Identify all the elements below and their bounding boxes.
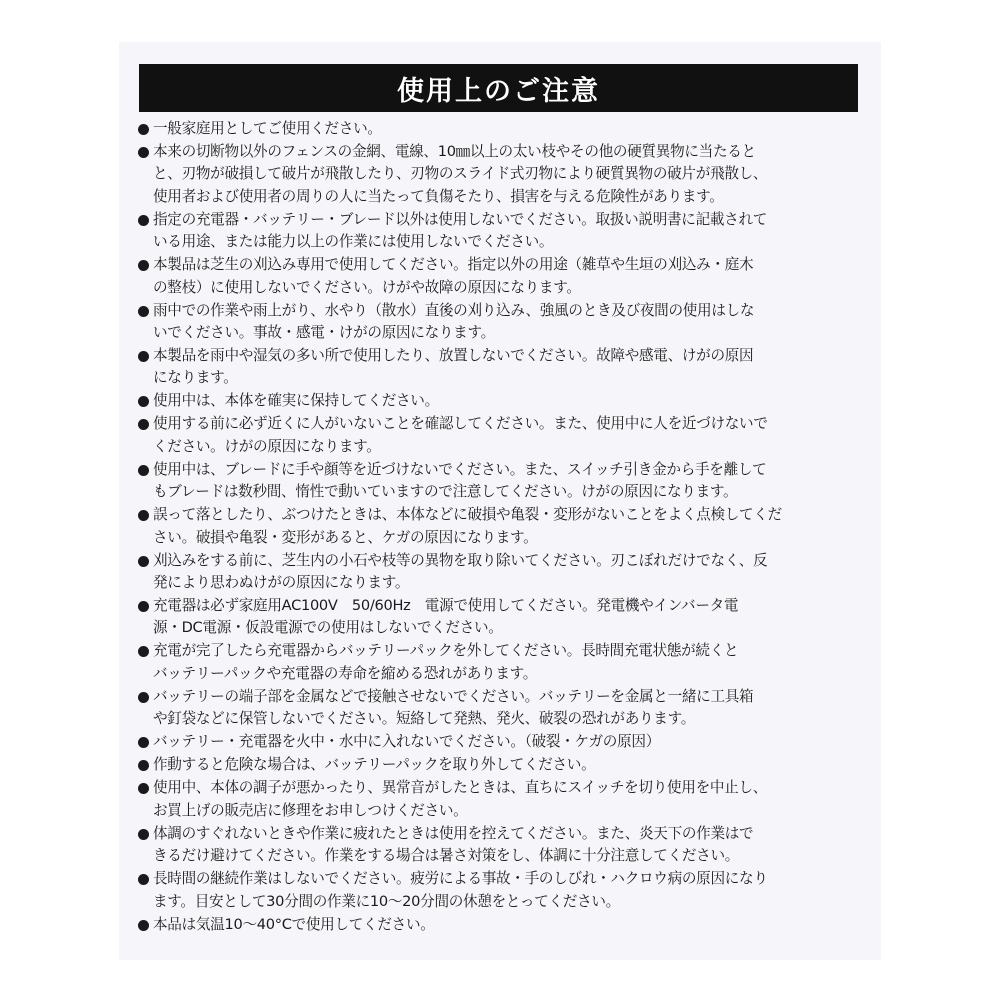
notice-text-line: 使用中は、本体を確実に保持してください。: [153, 392, 439, 410]
bullet-icon: [138, 351, 149, 362]
bullet-icon: [138, 419, 149, 430]
notice-item: [136, 209, 864, 254]
notice-text-line: 本品は気温10〜40°Cで使用してください。: [153, 915, 435, 933]
notice-item: [136, 390, 864, 412]
bullet-icon: [138, 396, 149, 407]
bullet-icon: [138, 215, 149, 226]
notice-text-line: 指定の充電器・バッテリー・ブレード以外は使用しないでください。取扱い説明書に記載されて: [153, 210, 768, 228]
notice-item: [136, 118, 864, 140]
notice-text-line: 源・DC電源・仮設電源での使用はしないでください。: [153, 619, 503, 637]
notice-text-line: 作動すると危険な場合は、バッテリーパックを取り外してください。: [153, 756, 596, 774]
notice-text-line: と、刃物が破損して破片が飛散したり、刃物のスライド式刃物により硬質異物の破片が飛散し、: [153, 165, 768, 183]
bullet-icon: [138, 874, 149, 885]
bullet-icon: [138, 556, 149, 567]
notice-text-line: 使用する前に必ず近くに人がいないことを確認してください。また、使用中に人を近づけないで: [153, 415, 768, 433]
notice-item: [136, 754, 864, 776]
bullet-icon: [138, 306, 149, 317]
bullet-icon: [138, 920, 149, 931]
notice-text-line: さい。破損や亀裂・変形があると、ケガの原因になります。: [153, 528, 538, 546]
notice-text-line: 使用中は、ブレードに手や顔等を近づけないでください。また、スイッチ引き金から手を離して: [153, 460, 767, 478]
bullet-icon: [138, 124, 149, 135]
notice-text-line: いでください。事故・感電・けがの原因になります。: [153, 324, 495, 342]
notice-item: [136, 914, 864, 936]
bullet-icon: [138, 510, 149, 521]
notice-text-line: お買上げの販売店に修理をお申しつけください。: [153, 801, 468, 819]
notice-item: [136, 595, 864, 640]
notice-item: [136, 640, 864, 685]
notice-text-line: 発により思わぬけがの原因になります。: [153, 574, 410, 592]
notice-text-line: 誤って落としたり、ぶつけたときは、本体などに破損や亀裂・変形がないことをよく点検してくだ: [153, 506, 782, 524]
notice-item: [136, 731, 864, 753]
notice-text-line: バッテリーパックや充電器の寿命を縮める恐れがあります。: [153, 664, 538, 682]
notice-text-line: や釘袋などに保管しないでください。短絡して発熱、発火、破裂の恐れがあります。: [153, 710, 695, 728]
notice-text-line: 充電が完了したら充電器からバッテリーパックを外してください。長時間充電状態が続くと: [153, 642, 739, 660]
notice-item: [136, 413, 864, 458]
bullet-icon: [138, 465, 149, 476]
notice-text-line: 本製品を雨中や湿気の多い所で使用したり、放置しないでください。故障や感電、けがの原因: [153, 347, 754, 365]
notice-item: [136, 823, 864, 868]
notice-item: [136, 504, 864, 549]
page-title: 使用上のご注意: [139, 64, 858, 112]
notice-text-line: 本来の切断物以外のフェンスの金網、電線、10㎜以上の太い枝やその他の硬質異物に当たると: [153, 143, 756, 160]
notice-item: [136, 777, 864, 822]
notice-text-line: バッテリー・充電器を火中・水中に入れないでください。（破裂・ケガの原因）: [153, 733, 660, 751]
notice-text-line: 一般家庭用としてご使用ください。: [153, 120, 382, 137]
notice-text-line: の整枝）に使用しないでください。けがや故障の原因になります。: [153, 278, 581, 296]
notice-text-line: 刈込みをする前に、芝生内の小石や枝等の異物を取り除いてください。刃こぼれだけでなく、反: [153, 551, 768, 569]
bullet-icon: [138, 692, 149, 703]
notice-text-line: ください。けがの原因になります。: [153, 437, 381, 455]
notice-item: [136, 686, 864, 731]
notice-text-line: きるだけ避けてください。作業をする場合は暑さ対策をし、体調に十分注意してください。: [153, 847, 740, 865]
bullet-icon: [138, 646, 149, 657]
notice-text-line: バッテリーの端子部を金属などで接触させないでください。バッテリーを金属と一緒に工具箱: [153, 687, 754, 705]
bullet-icon: [138, 147, 149, 158]
bullet-icon: [138, 760, 149, 771]
notice-text-line: 使用中、本体の調子が悪かったり、異常音がしたときは、直ちにスイッチを切り使用を中止し、: [153, 779, 768, 797]
notice-item: [136, 459, 864, 504]
bullet-icon: [138, 829, 149, 840]
notice-text-line: 体調のすぐれないときや作業に疲れたときは使用を控えてください。また、炎天下の作業はで: [153, 824, 754, 842]
bullet-icon: [138, 737, 149, 748]
notice-text-line: 使用者および使用者の周りの人に当たって負傷そたり、損害を与える危険性があります。: [153, 187, 724, 205]
notice-item: [136, 141, 864, 208]
notice-list: [136, 118, 864, 937]
notice-item: [136, 254, 864, 299]
notice-item: [136, 868, 864, 913]
notice-text-line: もブレードは数秒間、惰性で動いていますので注意してください。けがの原因になります。: [153, 483, 738, 501]
notice-item: [136, 550, 864, 595]
notice-text-line: ます。目安として30分間の作業に10〜20分間の休憩をとってください。: [153, 892, 620, 910]
notice-item: [136, 300, 864, 345]
notice-item: [136, 345, 864, 390]
notice-text-line: 充電器は必ず家庭用AC100V 50/60Hz 電源で使用してください。発電機やインバータ電: [153, 597, 739, 615]
bullet-icon: [138, 783, 149, 794]
bullet-icon: [138, 601, 149, 612]
notice-text-line: 長時間の継続作業はしないでください。疲労による事故・手のしびれ・ハクロウ病の原因になり: [153, 870, 768, 888]
notice-text-line: いる用途、または能力以上の作業には使用しないでください。: [153, 233, 554, 251]
notice-text-line: 雨中での作業や雨上がり、水やり（散水）直後の刈り込み、強風のとき及び夜間の使用はしな: [153, 301, 755, 319]
bullet-icon: [138, 260, 149, 271]
notice-text-line: 本製品は芝生の刈込み専用で使用してください。指定以外の用途（雑草や生垣の刈込み・庭木: [153, 256, 754, 274]
notice-text-line: になります。: [153, 369, 238, 387]
